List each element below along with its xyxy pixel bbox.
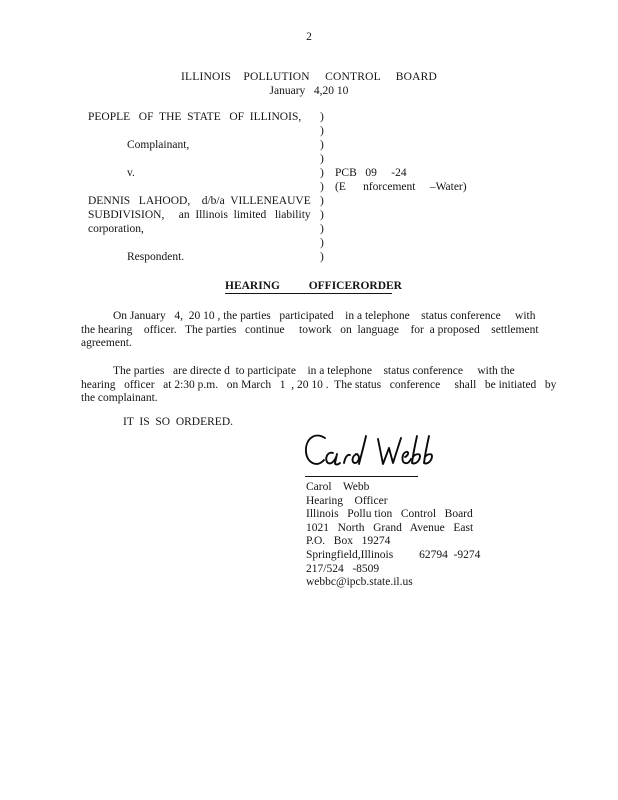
caption-row <box>88 222 548 236</box>
caption-paren: ) <box>320 237 324 249</box>
board-title: ILLINOIS POLLUTION CONTROL BOARD <box>180 71 438 83</box>
signatory-name: Carol Webb <box>306 481 370 493</box>
party-respondent-name: corporation, <box>88 223 144 235</box>
caption-paren: ) <box>320 139 324 151</box>
caption-right-text <box>335 152 548 166</box>
caption-row <box>88 194 548 208</box>
caption-paren: ) <box>320 167 324 179</box>
paragraph-line: the complainant. <box>81 392 158 404</box>
address-street: 1021 North Grand Avenue East <box>306 521 474 534</box>
email-address: webbc@ipcb.state.il.us <box>306 576 413 589</box>
caption-right-text <box>335 110 548 124</box>
caption-right-text <box>335 236 548 250</box>
order-paragraph-2 <box>81 365 557 406</box>
party-complainant-name: PEOPLE OF THE STATE OF ILLINOIS, <box>88 111 302 123</box>
caption-left-text <box>88 152 320 166</box>
caption-left-text <box>88 180 320 194</box>
caption-left-text <box>88 124 320 138</box>
order-paragraph-1 <box>81 310 541 351</box>
address-city-zip: Springfield,Illinois 62794 -9274 <box>306 548 481 561</box>
caption-paren: ) <box>320 209 324 221</box>
paragraph-line: The parties are directe d to participate in a telephone status conference with the <box>113 365 515 377</box>
paragraph-line: On January 4, 20 10 , the parties participated in a telephone status conference with <box>113 310 536 322</box>
signature-rule <box>305 476 418 477</box>
case-type: (E nforcement –Water) <box>335 181 467 193</box>
caption-left-text <box>88 236 320 250</box>
party-respondent-name: DENNIS LAHOOD, d/b/a VILLENEAUVE <box>88 195 311 207</box>
respondent-designation: Respondent. <box>127 251 185 263</box>
caption-paren: ) <box>320 251 324 263</box>
caption-paren: ) <box>320 111 324 123</box>
caption-row <box>88 208 548 222</box>
complainant-designation: Complainant, <box>127 139 190 151</box>
caption-row <box>88 166 548 180</box>
hearing-officer-order-heading <box>225 280 402 294</box>
document-date: January 4,20 10 <box>269 85 349 97</box>
caption-row <box>88 236 548 250</box>
caption-right-text <box>335 222 548 236</box>
caption-row <box>88 152 548 166</box>
caption-row <box>88 250 548 264</box>
caption-paren: ) <box>320 153 324 165</box>
signature-script-image <box>302 429 434 475</box>
signatory-title: Hearing Officer <box>306 494 388 507</box>
caption-paren: ) <box>320 181 324 193</box>
heading-underline: HEARING OFFICERORDER <box>225 280 402 292</box>
address-po-box: P.O. Box 19274 <box>306 535 391 548</box>
caption-paren: ) <box>320 195 324 207</box>
page-number: 2 <box>306 31 312 43</box>
caption-row <box>88 180 548 194</box>
caption-paren: ) <box>320 223 324 235</box>
caption-right-text <box>335 194 548 208</box>
caption-paren: ) <box>320 125 324 137</box>
paragraph-line: agreement. <box>81 337 132 349</box>
caption-right-text <box>335 138 548 152</box>
docket-number: PCB 09 -24 <box>335 167 407 179</box>
handwritten-signature <box>302 429 434 478</box>
paragraph-line: the hearing officer. The parties continue towork on language for a proposed settlement <box>81 323 539 336</box>
caption-right-text <box>335 250 548 264</box>
signature-block <box>306 481 480 590</box>
party-respondent-name: SUBDIVISION, an Illinois limited liability <box>88 209 311 221</box>
caption-right-text <box>335 124 548 138</box>
caption-row <box>88 138 548 152</box>
caption-row <box>88 124 548 138</box>
phone-number: 217/524 -8509 <box>306 562 380 575</box>
caption-row <box>88 110 548 124</box>
caption-right-text <box>335 208 548 222</box>
versus-label: v. <box>127 167 135 179</box>
paragraph-line: hearing officer at 2:30 p.m. on March 1 , 20 10 . The status conference shall be initiated by <box>81 378 557 391</box>
so-ordered-statement: IT IS SO ORDERED. <box>123 416 234 428</box>
signatory-organization: Illinois Pollu tion Control Board <box>306 508 473 521</box>
case-caption <box>88 110 548 264</box>
